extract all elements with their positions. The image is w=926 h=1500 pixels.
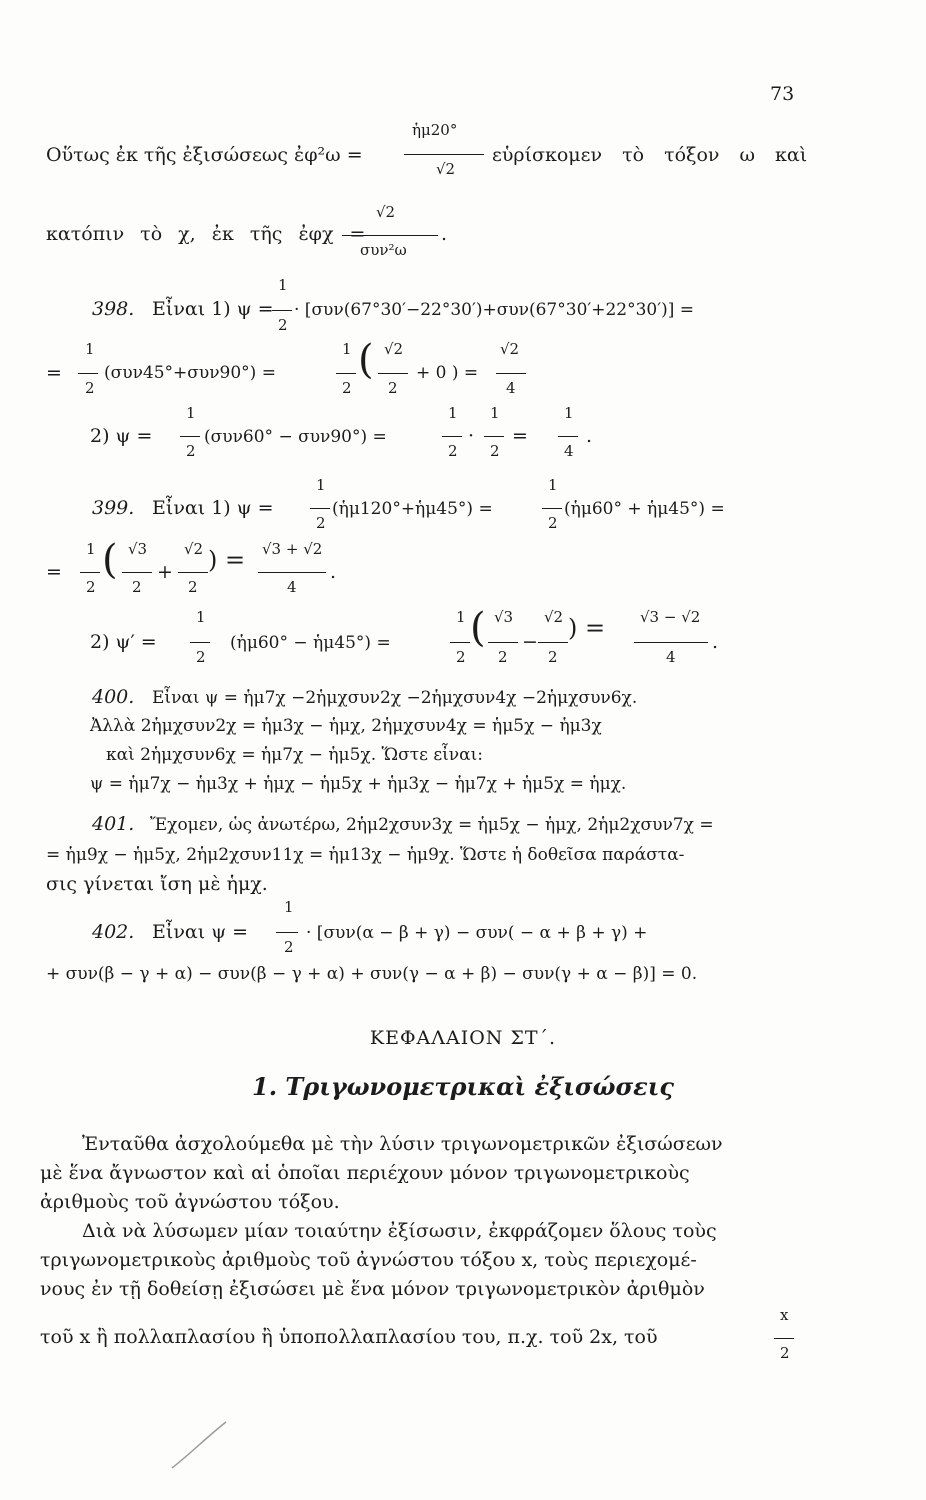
para-2-frac-bar bbox=[774, 1338, 794, 1339]
p398-c5-den: 2 bbox=[388, 379, 398, 397]
p400-c: καὶ 2ἡμχσυν6χ = ἡμ7χ − ἡμ5χ. Ὥστε εἶναι: bbox=[106, 745, 484, 765]
p399-e-open-paren: ( bbox=[102, 537, 118, 583]
p399-e-den: 2 bbox=[86, 578, 96, 596]
p398-d8-den: 4 bbox=[564, 442, 574, 460]
line-2-end: . bbox=[441, 223, 448, 245]
p398-d8-bar bbox=[558, 436, 578, 437]
p398-d7: = bbox=[512, 425, 528, 447]
p398-d4-den: 2 bbox=[448, 442, 458, 460]
p398-d6-den: 2 bbox=[490, 442, 500, 460]
p401-b: = ἡμ9χ − ἡμ5χ, 2ἡμ2χσυν11χ = ἡμ13χ − ἡμ9χ. Ὥστε ἡ δοθεῖσα παράστα- bbox=[46, 845, 685, 865]
p399-a: Εἶναι 1) ψ = bbox=[152, 497, 274, 519]
p399-f7-num: √2 bbox=[544, 608, 564, 626]
para-2-line-b: τριγωνομετρικοὺς ἀριθμοὺς τοῦ ἀγνώστου τόξου x, τοὺς περιεχομέ- bbox=[40, 1249, 697, 1271]
p399-b-den: 2 bbox=[548, 514, 558, 532]
line-2-numerator: √2 bbox=[376, 203, 396, 221]
p398-d-start: 2) ψ = bbox=[90, 425, 153, 447]
p398-d2-bar bbox=[180, 436, 200, 437]
p398-c-num: 1 bbox=[85, 340, 95, 358]
p402-a: Εἶναι ψ = bbox=[152, 921, 249, 943]
problem-398-line-b: · [συν(67°30′−22°30′)+συν(67°30′+22°30′)] = bbox=[294, 300, 695, 320]
p398-c3-num: 1 bbox=[342, 340, 352, 358]
p401-a: Ἔχομεν, ὡς ἀνωτέρω, 2ἡμ2χσυν3χ = ἡμ5χ − ἡμχ, 2ἡμ2χσυν7χ = bbox=[150, 815, 714, 835]
para-2-line-d: τοῦ x ἢ πολλαπλασίου ἢ ὑποπολλαπλασίου του, π.χ. τοῦ 2x, τοῦ bbox=[40, 1326, 658, 1348]
p398-d6-bar bbox=[484, 436, 504, 437]
p399-e-eq: = bbox=[46, 561, 62, 583]
problem-399-label: 399. bbox=[92, 497, 135, 519]
p398-c7-num: √2 bbox=[500, 340, 520, 358]
p399-f9-bar bbox=[634, 642, 708, 643]
p398-d4-num: 1 bbox=[448, 404, 458, 422]
p399-e7-num: √3 + √2 bbox=[262, 540, 323, 558]
p399-b-bar bbox=[542, 508, 562, 509]
p398-d8-num: 1 bbox=[564, 404, 574, 422]
p398-c5-bar bbox=[378, 373, 408, 374]
p398-d6-num: 1 bbox=[490, 404, 500, 422]
para-2-line-c: νους ἐν τῇ δοθείσῃ ἐξισώσει μὲ ἕνα μόνον τριγωνομετρικὸν ἀριθμὸν bbox=[40, 1278, 705, 1300]
line-2-fraction-bar bbox=[342, 235, 438, 236]
p399-b-num: 1 bbox=[548, 476, 558, 494]
p398-c7-bar bbox=[496, 373, 526, 374]
p398-frac-bar bbox=[272, 310, 292, 311]
p398-c7-den: 4 bbox=[506, 379, 516, 397]
p398-frac-num: 1 bbox=[278, 276, 288, 294]
p399-e-close-paren: ) = bbox=[208, 546, 246, 574]
p398-c-eq: = bbox=[46, 362, 62, 384]
p399-e4: + bbox=[157, 561, 173, 583]
p398-d3: (συν60° − συν90°) = bbox=[204, 427, 387, 447]
para-1-line-a: Ἐνταῦθα ἀσχολούμεθα μὲ τὴν λύσιν τριγωνομετρικῶν ἐξισώσεων bbox=[82, 1133, 723, 1155]
p398-c-bar bbox=[78, 373, 98, 374]
p399-e7-bar bbox=[258, 572, 326, 573]
p399-f9-den: 4 bbox=[666, 648, 676, 666]
p402-b: · [συν(α − β + γ) − συν( − α + β + γ) + bbox=[306, 923, 648, 943]
p398-c3-bar bbox=[336, 373, 356, 374]
p399-f3-num: 1 bbox=[456, 608, 466, 626]
p399-b: (ἡμ120°+ἡμ45°) = bbox=[332, 499, 493, 519]
problem-401-label: 401. bbox=[92, 813, 135, 835]
problem-400-label: 400. bbox=[92, 686, 135, 708]
p398-c6: + 0 ) = bbox=[416, 363, 479, 383]
p398-c3-den: 2 bbox=[342, 379, 352, 397]
p398-d2-den: 2 bbox=[186, 442, 196, 460]
p402-den: 2 bbox=[284, 938, 294, 956]
p398-d4-bar bbox=[442, 436, 462, 437]
p399-f7-den: 2 bbox=[548, 648, 558, 666]
p398-d9: . bbox=[586, 425, 593, 447]
p399-e3-bar bbox=[122, 572, 152, 573]
p398-frac-den: 2 bbox=[278, 316, 288, 334]
p399-f-den: 2 bbox=[196, 648, 206, 666]
line-1-text: Οὕτως ἐκ τῆς ἐξισώσεως ἐφ²ω = bbox=[46, 144, 363, 166]
p399-f-num: 1 bbox=[196, 608, 206, 626]
p402-c: + συν(β − γ + α) − συν(β − γ + α) + συν(γ − α + β) − συν(γ + α − β)] = 0. bbox=[46, 964, 698, 984]
pencil-stroke-mark bbox=[170, 1420, 230, 1470]
p399-e5-bar bbox=[178, 572, 208, 573]
p399-f3-den: 2 bbox=[456, 648, 466, 666]
p399-a-den: 2 bbox=[316, 514, 326, 532]
p399-f6: − bbox=[522, 631, 538, 653]
section-heading: 1. Τριγωνομετρικαὶ ἐξισώσεις bbox=[252, 1072, 674, 1101]
p398-c-text: (συν45°+συν90°) = bbox=[104, 363, 276, 383]
para-1-line-b: μὲ ἕνα ἄγνωστον καὶ αἱ ὁποῖαι περιέχουν μόνον τριγωνομετρικοὺς bbox=[40, 1162, 690, 1184]
problem-402-label: 402. bbox=[92, 921, 135, 943]
p399-f9-num: √3 − √2 bbox=[640, 608, 701, 626]
chapter-heading: ΚΕΦΑΛΑΙΟΝ ΣΤ΄. bbox=[369, 1027, 557, 1049]
p399-f-bar bbox=[190, 642, 210, 643]
p399-f5-bar bbox=[488, 642, 518, 643]
para-2-frac-den: 2 bbox=[780, 1344, 790, 1362]
p399-f3-bar bbox=[450, 642, 470, 643]
p399-f7-bar bbox=[538, 642, 568, 643]
p399-e5-num: √2 bbox=[184, 540, 204, 558]
p399-e-bar bbox=[80, 572, 100, 573]
line-1-numerator: ἡμ20° bbox=[412, 121, 458, 139]
p399-e3-num: √3 bbox=[128, 540, 148, 558]
p400-a: Εἶναι ψ = ἡμ7χ −2ἡμχσυν2χ −2ἡμχσυν4χ −2ἡμχσυν6χ. bbox=[152, 688, 638, 708]
page-number: 73 bbox=[770, 83, 795, 105]
p400-b: Ἀλλὰ 2ἡμχσυν2χ = ἡμ3χ − ἡμχ, 2ἡμχσυν4χ = ἡμ5χ − ἡμ3χ bbox=[90, 716, 602, 736]
p402-bar bbox=[276, 932, 298, 933]
line-2-text: κατόπιν τὸ χ, ἐκ τῆς ἐφχ = bbox=[46, 223, 366, 245]
p399-e7-den: 4 bbox=[287, 578, 297, 596]
p399-f2: (ἡμ60° − ἡμ45°) = bbox=[230, 633, 391, 653]
p398-c-den: 2 bbox=[85, 379, 95, 397]
p399-a-bar bbox=[310, 508, 330, 509]
p399-f-start: 2) ψ′ = bbox=[90, 631, 157, 653]
para-1-line-c: ἀριθμοὺς τοῦ ἀγνώστου τόξου. bbox=[40, 1191, 340, 1213]
p400-d: ψ = ἡμ7χ − ἡμ3χ + ἡμχ − ἡμ5χ + ἡμ3χ − ἡμ7χ + ἡμ5χ = ἡμχ. bbox=[90, 774, 627, 794]
para-2-frac-num: x bbox=[780, 1306, 789, 1324]
line-1-fraction-bar bbox=[404, 154, 484, 155]
p399-f5-den: 2 bbox=[498, 648, 508, 666]
p399-f5-num: √3 bbox=[494, 608, 514, 626]
line-2-denominator: συν²ω bbox=[360, 241, 407, 259]
p398-c5-num: √2 bbox=[384, 340, 404, 358]
p399-e8: . bbox=[330, 561, 337, 583]
line-1-denominator: √2 bbox=[436, 160, 456, 178]
p399-a-num: 1 bbox=[316, 476, 326, 494]
problem-398-line-a: Εἶναι 1) ψ = bbox=[152, 298, 274, 320]
p399-e-num: 1 bbox=[86, 540, 96, 558]
p399-e5-den: 2 bbox=[188, 578, 198, 596]
p399-c: (ἡμ60° + ἡμ45°) = bbox=[564, 499, 725, 519]
p402-num: 1 bbox=[284, 898, 294, 916]
para-2-line-a: Διὰ νὰ λύσωμεν μίαν τοιαύτην ἐξίσωσιν, ἐκφράζομεν ὅλους τοὺς bbox=[82, 1220, 717, 1242]
p401-c: σις γίνεται ἴση μὲ ἡμχ. bbox=[46, 873, 268, 895]
p399-f10: . bbox=[712, 631, 719, 653]
p399-f-close-paren: ) = bbox=[568, 614, 606, 642]
problem-398-label: 398. bbox=[92, 298, 135, 320]
p398-d2-num: 1 bbox=[186, 404, 196, 422]
p399-e3-den: 2 bbox=[132, 578, 142, 596]
p399-f-open-paren: ( bbox=[470, 605, 486, 651]
p398-d5: · bbox=[468, 425, 475, 447]
p398-c-open-paren: ( bbox=[358, 337, 374, 383]
line-1-tail: εὑρίσκομεν τὸ τόξον ω καὶ bbox=[492, 144, 808, 166]
